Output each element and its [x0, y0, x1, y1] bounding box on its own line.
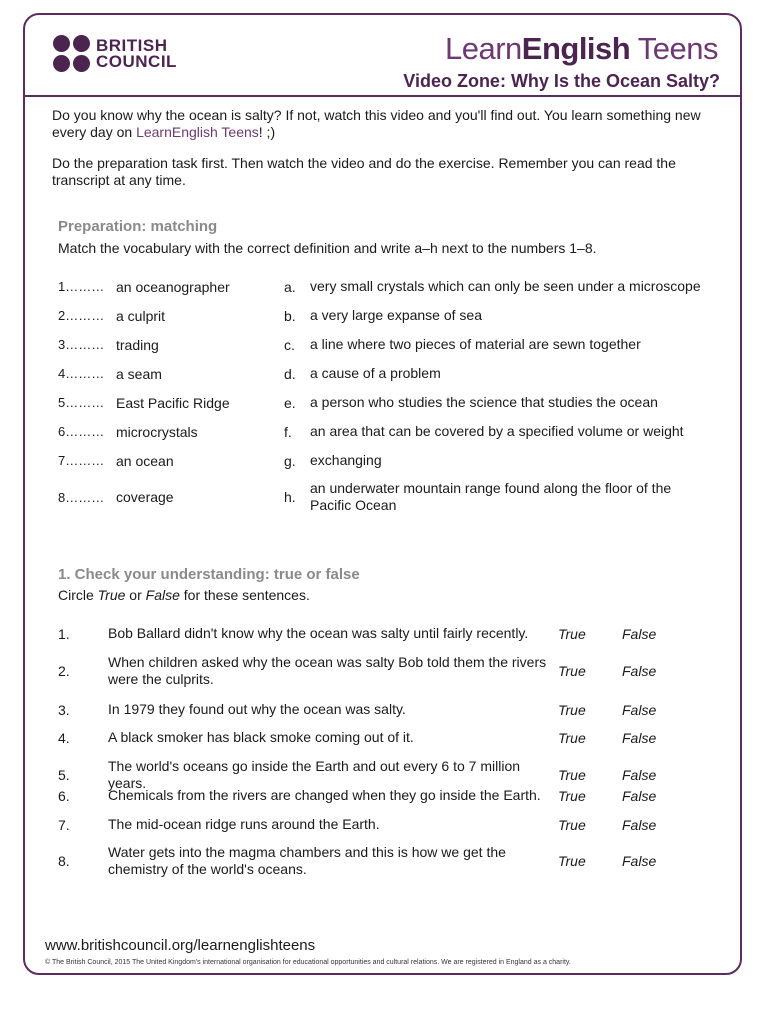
match-term: coverage [116, 489, 174, 505]
match-definition: exchanging [310, 452, 382, 468]
true-option[interactable]: True [558, 663, 586, 679]
false-option[interactable]: False [622, 787, 657, 804]
page-frame [23, 13, 742, 975]
intro-paragraph-1: Do you know why the ocean is salty? If not, watch this video and you'll find out. You learn something new every day on LearnEnglish Teens! ;) [52, 107, 701, 140]
tf-statement: In 1979 they found out why the ocean was salty. [108, 701, 406, 717]
false-option[interactable]: False [622, 729, 657, 746]
match-definition: a line where two pieces of material are sewn together [310, 336, 641, 352]
match-letter: a. [284, 278, 296, 295]
matching-row [58, 480, 718, 514]
match-number[interactable]: 4……… [58, 366, 105, 381]
brand-line1: BRITISH [96, 35, 168, 55]
match-letter: f. [284, 423, 292, 440]
match-definition: a cause of a problem [310, 365, 441, 381]
match-number[interactable]: 8……… [58, 489, 105, 505]
match-definition: an underwater mountain range found along the floor of the Pacific Ocean [310, 480, 672, 513]
tf-statement: Chemicals from the rivers are changed when they go inside the Earth. [108, 787, 541, 803]
match-term: trading [116, 336, 159, 353]
true-false-row [58, 787, 718, 804]
tf-statement: The mid-ocean ridge runs around the Earth. [108, 816, 380, 832]
true-option[interactable]: True [558, 853, 586, 869]
match-letter: h. [284, 489, 296, 505]
check-instruction: Circle True or False for these sentences. [58, 587, 310, 603]
true-option[interactable]: True [558, 816, 586, 833]
tf-number: 5. [58, 767, 70, 783]
true-false-row [58, 654, 718, 688]
tf-number: 7. [58, 816, 70, 833]
match-definition: an area that can be covered by a specified volume or weight [310, 423, 684, 439]
tf-statement: A black smoker has black smoke coming out of it. [108, 729, 414, 745]
true-false-row [58, 625, 718, 642]
match-definition: very small crystals which can only be seen under a microscope [310, 278, 701, 294]
match-number[interactable]: 2……… [58, 308, 105, 323]
match-number[interactable]: 5……… [58, 395, 105, 410]
tf-number: 6. [58, 787, 70, 804]
match-definition: a person who studies the science that studies the ocean [310, 394, 658, 410]
false-option[interactable]: False [622, 853, 657, 869]
true-false-row [58, 701, 718, 718]
false-option[interactable]: False [622, 663, 657, 679]
true-option[interactable]: True [558, 625, 586, 642]
matching-row [58, 336, 718, 353]
header-divider [25, 95, 740, 97]
match-term: a culprit [116, 307, 166, 324]
preparation-instruction: Match the vocabulary with the correct definition and write a–h next to the numbers 1–8. [58, 240, 597, 256]
tf-number: 3. [58, 701, 70, 718]
true-option[interactable]: True [558, 767, 586, 783]
true-option[interactable]: True [558, 729, 586, 746]
tf-number: 2. [58, 663, 70, 679]
match-letter: b. [284, 307, 296, 324]
preparation-heading: Preparation: matching [58, 218, 218, 235]
british-council-logo [53, 35, 177, 72]
true-false-row [58, 729, 718, 746]
match-number[interactable]: 7……… [58, 453, 105, 468]
learnenglish-teens-logo: LearnEnglish Teens [444, 31, 718, 66]
false-option[interactable]: False [622, 701, 657, 718]
match-letter: e. [284, 394, 296, 411]
check-heading: 1. Check your understanding: true or false [58, 566, 360, 583]
match-number[interactable]: 6……… [58, 424, 105, 439]
tf-number: 1. [58, 625, 70, 642]
brand-line2: COUNCIL [96, 51, 177, 71]
false-option[interactable]: False [622, 767, 657, 783]
match-definition: a very large expanse of sea [310, 307, 482, 323]
match-term: an ocean [116, 452, 174, 469]
intro-paragraph-2: Do the preparation task first. Then watch the video and do the exercise. Remember you can read the transcript at any time. [52, 155, 676, 188]
true-false-row [58, 816, 718, 833]
match-term: microcrystals [116, 423, 198, 440]
tf-statement: The world's oceans go inside the Earth and out every 6 to 7 million years. [108, 758, 521, 791]
matching-row [58, 278, 718, 295]
footer-copyright: © The British Council, 2015 The United Kingdom's international organisation for educational opportunities and cultural relations. We are registered in England as a charity. [45, 959, 571, 966]
matching-row [58, 307, 718, 324]
false-option[interactable]: False [622, 625, 657, 642]
match-term: an oceanographer [116, 278, 230, 295]
match-letter: c. [284, 336, 295, 353]
learnenglish-link[interactable]: LearnEnglish Teens [136, 124, 259, 140]
matching-row [58, 452, 718, 469]
match-number[interactable]: 3……… [58, 337, 105, 352]
matching-row [58, 394, 718, 411]
tf-statement: Water gets into the magma chambers and this is how we get the chemistry of the world's oceans. [108, 844, 506, 877]
page-title: Video Zone: Why Is the Ocean Salty? [403, 71, 720, 91]
match-number[interactable]: 1……… [58, 279, 105, 294]
true-false-row [58, 844, 718, 878]
tf-number: 8. [58, 853, 70, 869]
matching-row [58, 423, 718, 440]
tf-statement: When children asked why the ocean was salty Bob told them the rivers were the culprits. [108, 654, 547, 687]
match-term: a seam [116, 365, 162, 382]
tf-number: 4. [58, 729, 70, 746]
matching-row [58, 365, 718, 382]
false-option[interactable]: False [622, 816, 657, 833]
true-option[interactable]: True [558, 701, 586, 718]
match-letter: d. [284, 365, 296, 382]
footer-url[interactable]: www.britishcouncil.org/learnenglishteens [45, 937, 316, 954]
logo-dots-icon [53, 35, 90, 72]
match-letter: g. [284, 452, 296, 469]
true-option[interactable]: True [558, 787, 586, 804]
tf-statement: Bob Ballard didn't know why the ocean was salty until fairly recently. [108, 625, 529, 641]
match-term: East Pacific Ridge [116, 394, 230, 411]
